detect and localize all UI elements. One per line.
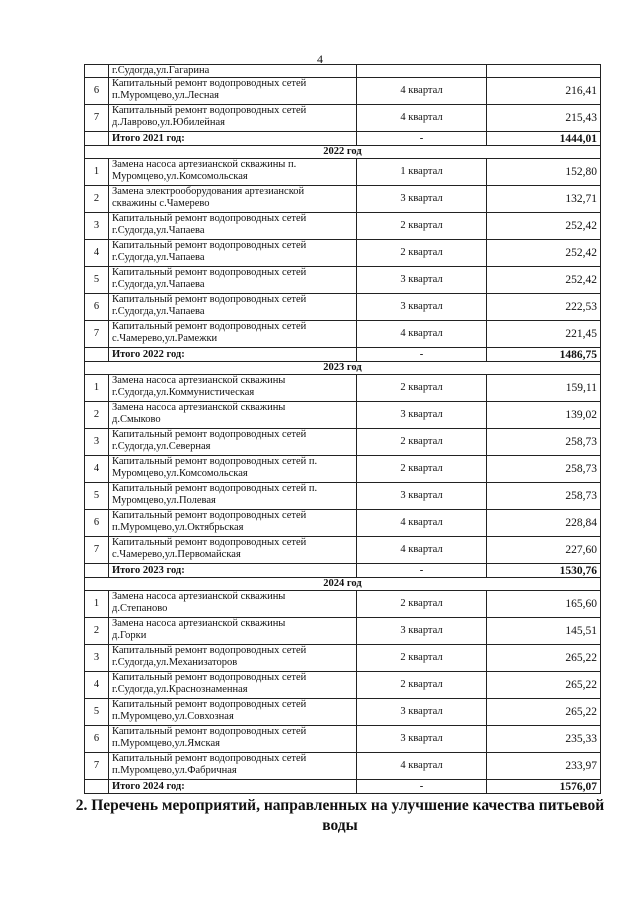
table-row bbox=[85, 483, 601, 510]
row-number: 7 bbox=[85, 537, 109, 564]
row-description bbox=[109, 483, 357, 510]
row-description-line-2: д.Лаврово,ул.Юбилейная bbox=[112, 117, 226, 128]
row-description-line-1: Капитальный ремонт водопроводных сетей bbox=[112, 105, 307, 116]
year-header: 2024 год bbox=[85, 578, 601, 591]
row-cost: 228,84 bbox=[487, 510, 601, 537]
table-row bbox=[85, 186, 601, 213]
row-cost: 265,22 bbox=[487, 672, 601, 699]
row-description bbox=[109, 429, 357, 456]
row-number: 2 bbox=[85, 186, 109, 213]
row-period: 4 квартал bbox=[357, 321, 487, 348]
total-row bbox=[85, 348, 601, 362]
row-cost bbox=[487, 65, 601, 78]
row-description bbox=[109, 267, 357, 294]
total-label: Итого 2023 год: bbox=[109, 564, 357, 578]
year-header: 2022 год bbox=[85, 146, 601, 159]
total-number-cell bbox=[85, 348, 109, 362]
row-number: 6 bbox=[85, 78, 109, 105]
row-description-line-1: Замена насоса артезианской скважины п. bbox=[112, 159, 297, 170]
row-number: 4 bbox=[85, 672, 109, 699]
total-label: Итого 2024 год: bbox=[109, 780, 357, 794]
row-description-line-1: Капитальный ремонт водопроводных сетей bbox=[112, 294, 307, 305]
total-label: Итого 2021 год: bbox=[109, 132, 357, 146]
works-table bbox=[84, 64, 601, 794]
table-row bbox=[85, 699, 601, 726]
total-label: Итого 2022 год: bbox=[109, 348, 357, 362]
row-description-line-2: п.Муромцево,ул.Фабричная bbox=[112, 765, 237, 776]
total-value: 1576,07 bbox=[487, 780, 601, 794]
row-period bbox=[357, 65, 487, 78]
row-cost: 216,41 bbox=[487, 78, 601, 105]
row-period: 2 квартал bbox=[357, 375, 487, 402]
row-cost: 235,33 bbox=[487, 726, 601, 753]
row-description-line-2: г.Судогда,ул.Краснознаменная bbox=[112, 684, 248, 695]
row-number: 6 bbox=[85, 294, 109, 321]
year-header-row bbox=[85, 362, 601, 375]
table-row bbox=[85, 213, 601, 240]
row-cost: 265,22 bbox=[487, 645, 601, 672]
row-description-line-1: Капитальный ремонт водопроводных сетей bbox=[112, 321, 307, 332]
row-description-line-1: Капитальный ремонт водопроводных сетей bbox=[112, 240, 307, 251]
total-row bbox=[85, 132, 601, 146]
total-value: 1486,75 bbox=[487, 348, 601, 362]
row-description-line-1: Капитальный ремонт водопроводных сетей bbox=[112, 213, 307, 224]
row-period: 4 квартал bbox=[357, 753, 487, 780]
row-number: 7 bbox=[85, 105, 109, 132]
row-description-line-2: д.Смыково bbox=[112, 414, 161, 425]
row-period: 3 квартал bbox=[357, 402, 487, 429]
row-description bbox=[109, 699, 357, 726]
row-description-line-1: Капитальный ремонт водопроводных сетей п. bbox=[112, 483, 318, 494]
row-cost: 222,53 bbox=[487, 294, 601, 321]
row-description bbox=[109, 456, 357, 483]
row-cost: 152,80 bbox=[487, 159, 601, 186]
row-number: 1 bbox=[85, 375, 109, 402]
total-row bbox=[85, 564, 601, 578]
row-description-line-2: скважины с.Чамерево bbox=[112, 198, 210, 209]
table-row bbox=[85, 456, 601, 483]
row-cost: 215,43 bbox=[487, 105, 601, 132]
row-number: 3 bbox=[85, 213, 109, 240]
row-period: 4 квартал bbox=[357, 105, 487, 132]
row-description-line-2: д.Степаново bbox=[112, 603, 168, 614]
row-description bbox=[109, 105, 357, 132]
table-row bbox=[85, 294, 601, 321]
row-description bbox=[109, 375, 357, 402]
table-row bbox=[85, 618, 601, 645]
row-description bbox=[109, 726, 357, 753]
row-description-line-2: Муромцево,ул.Комсомольская bbox=[112, 468, 248, 479]
row-description bbox=[109, 159, 357, 186]
row-description-line-2: п.Муромцево,ул.Ямская bbox=[112, 738, 220, 749]
row-cost: 252,42 bbox=[487, 240, 601, 267]
row-cost: 159,11 bbox=[487, 375, 601, 402]
row-period: 2 квартал bbox=[357, 645, 487, 672]
row-cost: 265,22 bbox=[487, 699, 601, 726]
row-description bbox=[109, 618, 357, 645]
row-period: 4 квартал bbox=[357, 510, 487, 537]
table-row bbox=[85, 510, 601, 537]
row-period: 2 квартал bbox=[357, 672, 487, 699]
row-description-line-1: Капитальный ремонт водопроводных сетей bbox=[112, 78, 307, 89]
row-description-line-1: Замена насоса артезианской скважины bbox=[112, 402, 286, 413]
row-number: 5 bbox=[85, 267, 109, 294]
row-cost: 233,97 bbox=[487, 753, 601, 780]
table-row bbox=[85, 753, 601, 780]
row-period: 2 квартал bbox=[357, 213, 487, 240]
row-description-line-1: Капитальный ремонт водопроводных сетей bbox=[112, 699, 307, 710]
row-cost: 258,73 bbox=[487, 456, 601, 483]
row-description bbox=[109, 240, 357, 267]
total-dash: - bbox=[357, 780, 487, 794]
total-row bbox=[85, 780, 601, 794]
page-number: 4 bbox=[317, 52, 323, 66]
table-row bbox=[85, 537, 601, 564]
row-description-line-2: п.Муромцево,ул.Совхозная bbox=[112, 711, 234, 722]
row-period: 4 квартал bbox=[357, 537, 487, 564]
row-description: г.Судогда,ул.Гагарина bbox=[109, 65, 357, 78]
total-value: 1444,01 bbox=[487, 132, 601, 146]
year-header: 2023 год bbox=[85, 362, 601, 375]
row-number: 2 bbox=[85, 618, 109, 645]
row-cost: 258,73 bbox=[487, 483, 601, 510]
row-description-line-2: г.Судогда,ул.Коммунистическая bbox=[112, 387, 255, 398]
row-period: 2 квартал bbox=[357, 591, 487, 618]
row-number: 1 bbox=[85, 159, 109, 186]
row-cost: 132,71 bbox=[487, 186, 601, 213]
row-period: 3 квартал bbox=[357, 267, 487, 294]
row-description-line-2: п.Муромцево,ул.Лесная bbox=[112, 90, 219, 101]
row-description-line-2: Муромцево,ул.Полевая bbox=[112, 495, 216, 506]
row-period: 1 квартал bbox=[357, 159, 487, 186]
row-cost: 165,60 bbox=[487, 591, 601, 618]
row-number: 5 bbox=[85, 699, 109, 726]
row-description bbox=[109, 645, 357, 672]
row-description-line-1: Замена электрооборудования артезианской bbox=[112, 186, 305, 197]
row-description-line-1: Капитальный ремонт водопроводных сетей bbox=[112, 510, 307, 521]
row-period: 3 квартал bbox=[357, 699, 487, 726]
row-number bbox=[85, 65, 109, 78]
row-description-line-2: г.Судогда,ул.Чапаева bbox=[112, 279, 205, 290]
table-row bbox=[85, 591, 601, 618]
row-number: 7 bbox=[85, 321, 109, 348]
table-row bbox=[85, 321, 601, 348]
row-number: 2 bbox=[85, 402, 109, 429]
row-number: 4 bbox=[85, 456, 109, 483]
total-number-cell bbox=[85, 564, 109, 578]
row-description bbox=[109, 672, 357, 699]
row-period: 4 квартал bbox=[357, 78, 487, 105]
row-cost: 221,45 bbox=[487, 321, 601, 348]
row-description bbox=[109, 213, 357, 240]
total-number-cell bbox=[85, 132, 109, 146]
row-description-line-1: Капитальный ремонт водопроводных сетей bbox=[112, 429, 307, 440]
row-description-line-1: Капитальный ремонт водопроводных сетей bbox=[112, 726, 307, 737]
row-description-line-2: г.Судогда,ул.Чапаева bbox=[112, 225, 205, 236]
row-description bbox=[109, 591, 357, 618]
total-dash: - bbox=[357, 348, 487, 362]
row-description-line-2: Муромцево,ул.Комсомольская bbox=[112, 171, 248, 182]
row-number: 6 bbox=[85, 726, 109, 753]
row-description-line-1: Капитальный ремонт водопроводных сетей п. bbox=[112, 456, 318, 467]
row-number: 4 bbox=[85, 240, 109, 267]
row-description bbox=[109, 510, 357, 537]
table-row bbox=[85, 402, 601, 429]
row-period: 3 квартал bbox=[357, 483, 487, 510]
row-description-line-1: Капитальный ремонт водопроводных сетей bbox=[112, 645, 307, 656]
row-description-line-1: Капитальный ремонт водопроводных сетей bbox=[112, 753, 307, 764]
row-description bbox=[109, 294, 357, 321]
row-description bbox=[109, 321, 357, 348]
row-description-line-2: г.Судогда,ул.Механизаторов bbox=[112, 657, 238, 668]
works-table-body bbox=[85, 65, 601, 794]
row-cost: 139,02 bbox=[487, 402, 601, 429]
row-description bbox=[109, 537, 357, 564]
year-header-row bbox=[85, 146, 601, 159]
row-number: 3 bbox=[85, 429, 109, 456]
row-description-line-1: Капитальный ремонт водопроводных сетей bbox=[112, 537, 307, 548]
total-dash: - bbox=[357, 564, 487, 578]
row-cost: 258,73 bbox=[487, 429, 601, 456]
row-period: 3 квартал bbox=[357, 618, 487, 645]
row-description-line-2: п.Муромцево,ул.Октябрьская bbox=[112, 522, 244, 533]
table-row bbox=[85, 78, 601, 105]
continuation-row bbox=[85, 65, 601, 78]
row-description-line-1: Замена насоса артезианской скважины bbox=[112, 375, 286, 386]
row-cost: 252,42 bbox=[487, 267, 601, 294]
row-description-line-1: Капитальный ремонт водопроводных сетей bbox=[112, 672, 307, 683]
table-row bbox=[85, 672, 601, 699]
table-row bbox=[85, 726, 601, 753]
row-number: 1 bbox=[85, 591, 109, 618]
table-row bbox=[85, 105, 601, 132]
row-description-line-2: г.Судогда,ул.Чапаева bbox=[112, 306, 205, 317]
row-number: 3 bbox=[85, 645, 109, 672]
year-header-row bbox=[85, 578, 601, 591]
row-description-line-1: Замена насоса артезианской скважины bbox=[112, 618, 286, 629]
row-description-line-2: г.Судогда,ул.Северная bbox=[112, 441, 211, 452]
total-dash: - bbox=[357, 132, 487, 146]
row-number: 7 bbox=[85, 753, 109, 780]
section-heading: 2. Перечень мероприятий, направленных на улучшение качества питьевой воды bbox=[75, 797, 605, 834]
row-period: 2 квартал bbox=[357, 240, 487, 267]
row-cost: 252,42 bbox=[487, 213, 601, 240]
total-number-cell bbox=[85, 780, 109, 794]
table-row bbox=[85, 267, 601, 294]
row-description bbox=[109, 78, 357, 105]
row-description-line-2: г.Судогда,ул.Чапаева bbox=[112, 252, 205, 263]
row-description-line-1: Капитальный ремонт водопроводных сетей bbox=[112, 267, 307, 278]
table-row bbox=[85, 159, 601, 186]
row-description-line-2: с.Чамерево,ул.Рамежки bbox=[112, 333, 218, 344]
row-period: 3 квартал bbox=[357, 294, 487, 321]
row-cost: 145,51 bbox=[487, 618, 601, 645]
table-row bbox=[85, 240, 601, 267]
table-row bbox=[85, 645, 601, 672]
row-description bbox=[109, 753, 357, 780]
row-description bbox=[109, 402, 357, 429]
row-period: 2 квартал bbox=[357, 456, 487, 483]
row-number: 5 bbox=[85, 483, 109, 510]
row-period: 2 квартал bbox=[357, 429, 487, 456]
table-row bbox=[85, 429, 601, 456]
row-description-line-2: с.Чамерево,ул.Первомайская bbox=[112, 549, 241, 560]
row-period: 3 квартал bbox=[357, 186, 487, 213]
table-row bbox=[85, 375, 601, 402]
row-cost: 227,60 bbox=[487, 537, 601, 564]
row-description bbox=[109, 186, 357, 213]
row-number: 6 bbox=[85, 510, 109, 537]
total-value: 1530,76 bbox=[487, 564, 601, 578]
row-description-line-2: д.Горки bbox=[112, 630, 147, 641]
row-period: 3 квартал bbox=[357, 726, 487, 753]
row-description-line-1: Замена насоса артезианской скважины bbox=[112, 591, 286, 602]
